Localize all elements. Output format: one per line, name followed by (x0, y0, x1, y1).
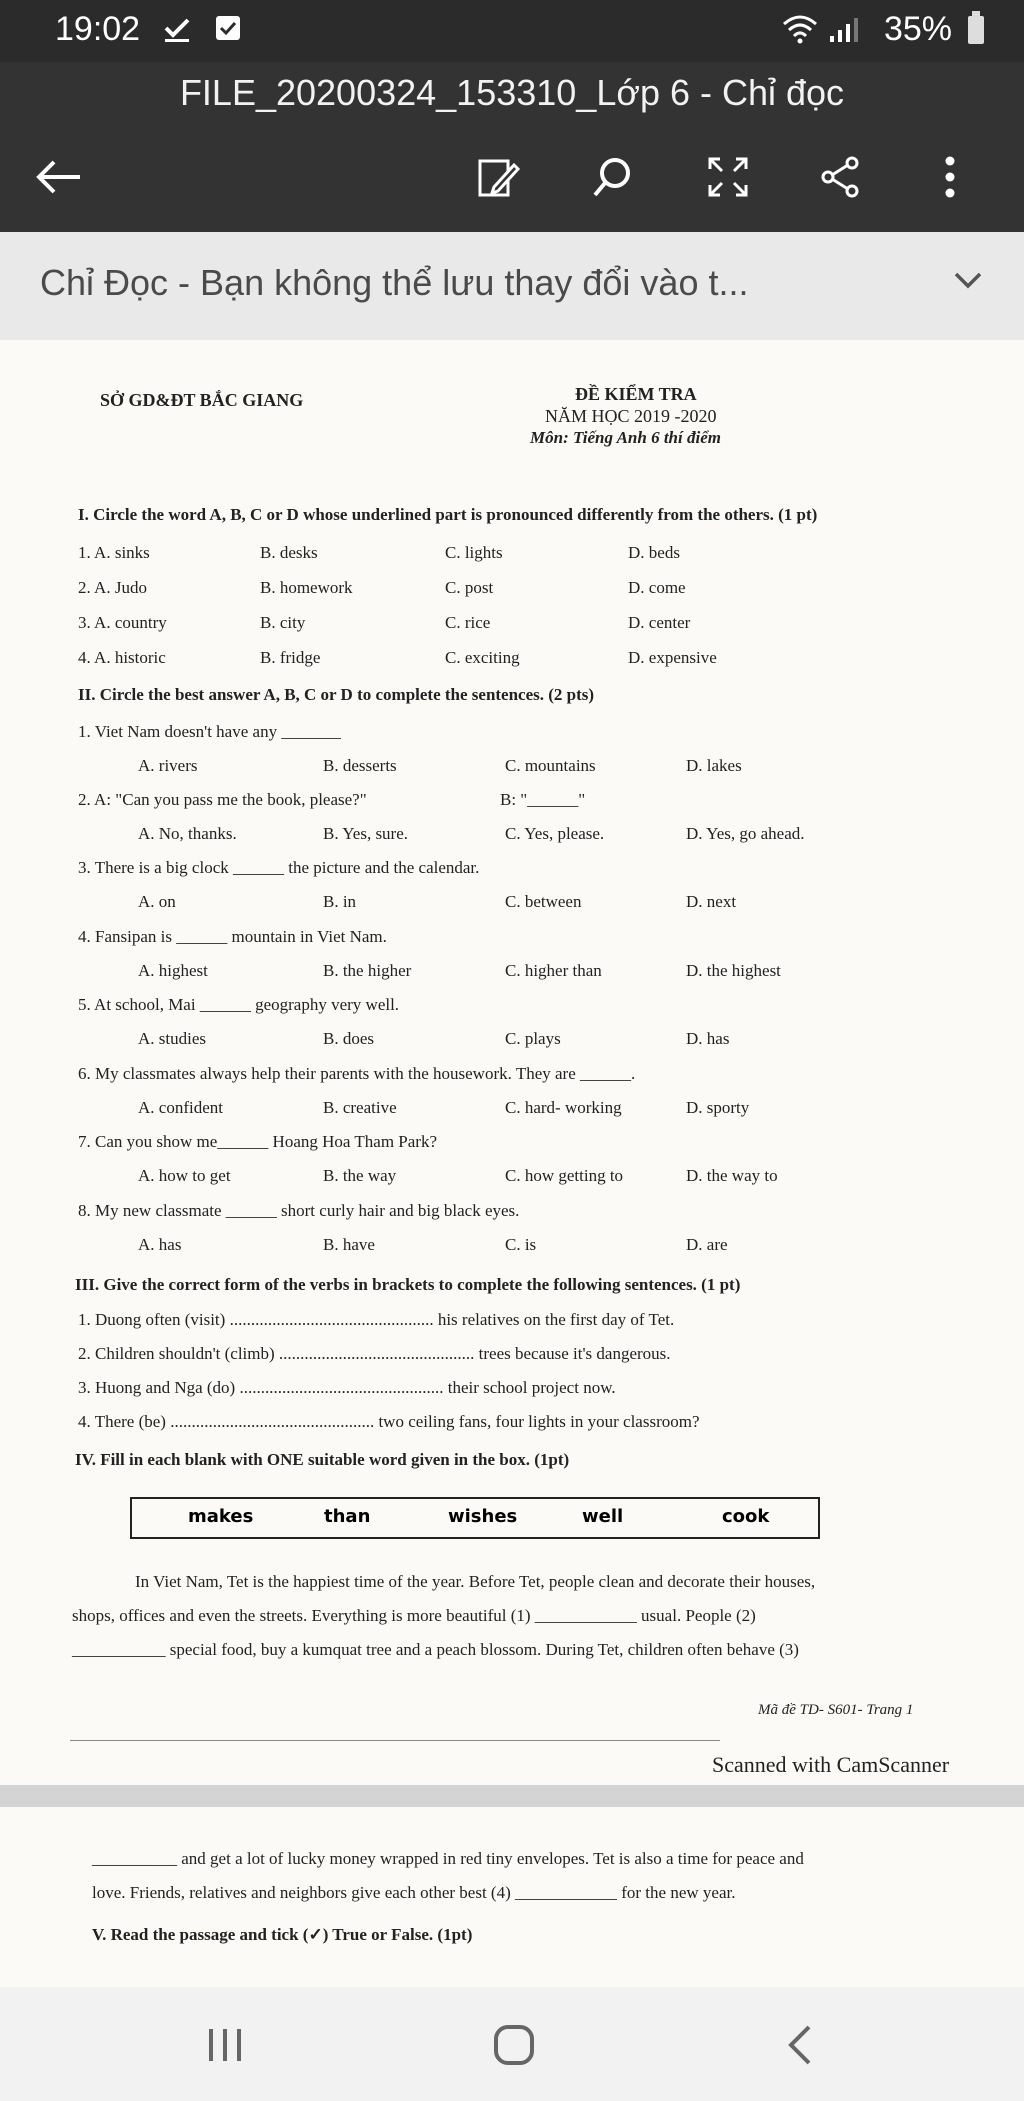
answer-option: B. have (323, 1235, 375, 1254)
home-icon[interactable] (492, 2023, 536, 2071)
footer-divider (70, 1740, 720, 1741)
answer-option: A. on (138, 892, 176, 911)
answer-option: A. confident (138, 1098, 223, 1117)
document-page-1 (0, 340, 1024, 1785)
answer-option: A. how to get (138, 1166, 231, 1185)
answer-option: D. are (686, 1235, 728, 1254)
question-text: 1. Viet Nam doesn't have any _______ (78, 722, 341, 741)
page-code: Mã đề TD- S601- Trang 1 (758, 1702, 914, 1718)
answer-option: B. the higher (323, 961, 412, 980)
pronunciation-option: C. post (445, 578, 494, 597)
pronunciation-option: 4. A. historic (78, 648, 166, 667)
answer-option: D. next (686, 892, 737, 911)
pronunciation-option: D. beds (628, 543, 680, 562)
status-time: 19:02 (55, 10, 141, 48)
question-text: 5. At school, Mai ______ geography very well. (78, 995, 400, 1014)
answer-option: B. in (323, 892, 357, 911)
page2-line-2: love. Friends, relatives and neighbors give each other best (4) ____________ for the new year. (92, 1883, 736, 1902)
answer-option: C. mountains (505, 756, 596, 775)
answer-option: A. No, thanks. (138, 824, 237, 843)
pronunciation-option: C. rice (445, 613, 491, 632)
answer-option: C. between (505, 892, 582, 911)
word-box (130, 1497, 820, 1539)
answer-option: D. lakes (686, 756, 742, 775)
battery-icon (968, 16, 984, 44)
answer-option: D. has (686, 1029, 730, 1048)
navigation-bar (0, 1987, 1024, 2101)
back-icon[interactable] (785, 2023, 815, 2071)
box-word: than (324, 1506, 371, 1527)
verb-line-1: 1. Duong often (visit) ................................................ his relatives on the first day of Tet. (78, 1310, 675, 1329)
answer-option: A. has (138, 1235, 182, 1254)
answer-option: A. highest (138, 961, 208, 980)
edit-document-icon[interactable] (470, 152, 526, 202)
section-2-title: II. Circle the best answer A, B, C or D to complete the sentences. (2 pts) (78, 685, 595, 704)
box-word: cook (722, 1506, 770, 1527)
status-bar (0, 0, 1024, 62)
read-only-banner[interactable] (0, 232, 1024, 340)
section-4-title: IV. Fill in each blank with ONE suitable word given in the box. (1pt) (75, 1450, 570, 1469)
question-text: 7. Can you show me______ Hoang Hoa Tham Park? (78, 1132, 437, 1151)
box-word: wishes (448, 1506, 518, 1527)
exam-subject: Môn: Tiếng Anh 6 thí điểm (530, 428, 721, 447)
answer-option: C. how getting to (505, 1166, 624, 1185)
page2-line-1: __________ and get a lot of lucky money wrapped in red tiny envelopes. Tet is also a time for peace and (92, 1849, 804, 1868)
verb-line-4: 4. There (be) ................................................ two ceiling fans, four lights in your classroom? (78, 1412, 700, 1431)
file-title: FILE_20200324_153310_Lớp 6 - Chỉ đọc (179, 72, 845, 113)
exam-title: ĐỀ KIỂM TRA (575, 384, 697, 404)
answer-option: D. sporty (686, 1098, 750, 1117)
question-text: 2. A: "Can you pass me the book, please?" (78, 790, 367, 809)
verb-line-2: 2. Children shouldn't (climb) .............................................. trees because it's dangerous. (78, 1344, 671, 1363)
document-page-2 (0, 1807, 1024, 1987)
answer-option: B. Yes, sure. (323, 824, 409, 843)
school-year: NĂM HỌC 2019 -2020 (545, 406, 717, 426)
section-3-title: III. Give the correct form of the verbs in brackets to complete the following sentences. (1 pt) (75, 1275, 741, 1294)
signal-icon (828, 14, 868, 52)
share-icon[interactable] (812, 152, 868, 202)
pronunciation-option: C. exciting (445, 648, 520, 667)
page-separator (0, 1785, 1024, 1807)
answer-option: D. Yes, go ahead. (686, 824, 805, 843)
question-text: 6. My classmates always help their parents with the housework. They are ______. (78, 1064, 636, 1083)
back-arrow-icon[interactable] (30, 152, 86, 202)
pronunciation-option: 2. A. Judo (78, 578, 147, 597)
camscanner-watermark: Scanned with CamScanner (712, 1752, 950, 1777)
verb-line-3: 3. Huong and Nga (do) ................................................ their school project now. (78, 1378, 616, 1397)
answer-option: B. creative (323, 1098, 397, 1117)
answer-option: D. the way to (686, 1166, 778, 1185)
school-department: SỞ GD&ĐT BẮC GIANG (100, 390, 304, 410)
answer-option: B. the way (323, 1166, 397, 1185)
answer-option: B. does (323, 1029, 374, 1048)
answer-option: C. plays (505, 1029, 561, 1048)
passage-line-3: ___________ special food, buy a kumquat tree and a peach blossom. During Tet, children often behave (3) (72, 1640, 799, 1659)
answer-option: C. Yes, please. (505, 824, 605, 843)
question-text: B: "______" (500, 790, 586, 809)
answer-option: C. higher than (505, 961, 602, 980)
passage-line-2: shops, offices and even the streets. Everything is more beautiful (1) ____________ usual. People (2) (72, 1606, 756, 1625)
question-text: 8. My new classmate ______ short curly hair and big black eyes. (78, 1201, 520, 1220)
answer-option: D. the highest (686, 961, 781, 980)
question-text: 3. There is a big clock ______ the picture and the calendar. (78, 858, 480, 877)
pronunciation-option: B. homework (260, 578, 353, 597)
wifi-icon (780, 14, 820, 52)
read-only-text: Chỉ Đọc - Bạn không thể lưu thay đổi vào t... (40, 262, 749, 303)
answer-option: A. studies (138, 1029, 206, 1048)
passage-line-1: In Viet Nam, Tet is the happiest time of the year. Before Tet, people clean and decorate their houses, (135, 1572, 816, 1591)
app-bar (0, 62, 1024, 232)
pronunciation-option: D. come (628, 578, 686, 597)
pronunciation-option: B. desks (260, 543, 318, 562)
checkbox-notification-icon (214, 14, 242, 50)
pronunciation-option: D. expensive (628, 648, 717, 667)
pronunciation-option: 3. A. country (78, 613, 167, 632)
pronunciation-option: 1. A. sinks (78, 543, 150, 562)
more-options-icon[interactable] (930, 152, 970, 202)
answer-option: C. hard- working (505, 1098, 622, 1117)
recent-apps-icon[interactable] (205, 2025, 245, 2069)
box-word: makes (188, 1506, 254, 1527)
pronunciation-option: B. fridge (260, 648, 321, 667)
battery-percentage: 35% (883, 10, 952, 48)
box-word: well (582, 1506, 624, 1527)
download-done-icon (162, 14, 192, 52)
chevron-down-icon[interactable] (952, 264, 984, 300)
answer-option: B. desserts (323, 756, 397, 775)
answer-option: C. is (505, 1235, 537, 1254)
fullscreen-icon[interactable] (700, 152, 756, 202)
search-icon[interactable] (585, 152, 641, 202)
pronunciation-option: B. city (260, 613, 306, 632)
section-5-title: V. Read the passage and tick (✓) True or False. (1pt) (92, 1925, 473, 1944)
pronunciation-option: D. center (628, 613, 691, 632)
question-text: 4. Fansipan is ______ mountain in Viet Nam. (78, 927, 387, 946)
pronunciation-option: C. lights (445, 543, 503, 562)
answer-option: A. rivers (138, 756, 198, 775)
section-1-title: I. Circle the word A, B, C or D whose underlined part is pronounced differently from the others. (1 pt) (78, 505, 818, 524)
